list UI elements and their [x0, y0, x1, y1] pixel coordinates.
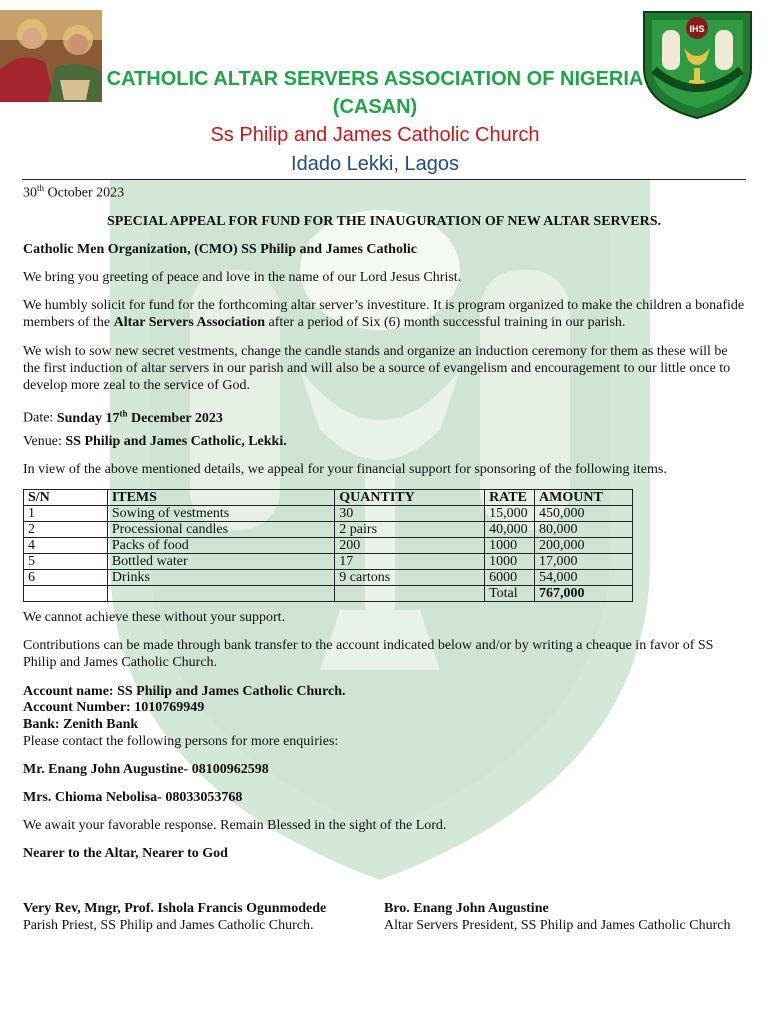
contact-person-1: Mr. Enang John Augustine- 08100962598: [23, 762, 269, 777]
table-row: [24, 538, 633, 554]
cell-amount: 450,000: [535, 506, 633, 522]
cell-amount: 200,000: [535, 538, 633, 554]
cell-rate: 40,000: [485, 522, 535, 538]
cell-sn: 2: [24, 522, 108, 538]
contributions-text: Contributions can be made through bank transfer to the account indicated below and/or by writing a cheaque in favor of SS Philip and James Catholic Church.: [23, 638, 714, 670]
church-location: Idado Lekki, Lagos: [291, 153, 459, 175]
letter-paragraph-1: We humbly solicit for fund for the forthcoming altar server’s investiture. It is program organized to make the children a bonafide members of the Altar Servers Association after a period of Six (6) month successful training in our parish.: [23, 298, 745, 330]
closing-text: We await your favorable response. Remain Blessed in the sight of the Lord.: [23, 818, 447, 833]
cell-rate: 1000: [485, 538, 535, 554]
items-table: [23, 489, 633, 602]
cell-quantity: 17: [335, 554, 485, 570]
cell-amount: 17,000: [535, 554, 633, 570]
logo-text: IHS: [689, 24, 705, 34]
header-quantity: QUANTITY: [335, 490, 485, 506]
cell-item: Packs of food: [107, 538, 334, 554]
letter-paragraph-2: We wish to sow new secret vestments, change the candle stands and organize an induction ceremony for them as these will be the first induction of altar servers in our parish and will also be a source of evangelism and encouragement to our little once to develop more zeal to the service of God.: [23, 344, 731, 393]
cell-item: Drinks: [107, 570, 334, 586]
church-name: Ss Philip and James Catholic Church: [210, 124, 540, 146]
contact-person-2: Mrs. Chioma Nebolisa- 08033053768: [23, 790, 243, 805]
cell-sn: 1: [24, 506, 108, 522]
cell-rate: 1000: [485, 554, 535, 570]
cell-sn: 4: [24, 538, 108, 554]
letter-addressee: Catholic Men Organization, (CMO) SS Philip and James Catholic: [23, 242, 417, 257]
cell-quantity: 200: [335, 538, 485, 554]
signature-name: Very Rev, Mngr, Prof. Ishola Francis Ogunmodede: [23, 901, 327, 916]
account-name: Account name: SS Philip and James Catholic Church.: [23, 684, 346, 699]
account-number: Account Number: 1010769949: [23, 700, 205, 715]
signature-president: [384, 900, 754, 934]
cell-sn: 6: [24, 570, 108, 586]
motto: Nearer to the Altar, Nearer to God: [23, 846, 228, 861]
table-row: [24, 506, 633, 522]
table-total-row: [24, 586, 633, 602]
contact-intro: Please contact the following persons for more enquiries:: [23, 734, 339, 749]
signature-title: Altar Servers President, SS Philip and James Catholic Church: [384, 918, 731, 933]
cell-quantity: 30: [335, 506, 485, 522]
event-date: Date: Sunday 17th December 2023: [23, 408, 223, 426]
bank-name: Bank: Zenith Bank: [23, 717, 139, 732]
cell-item: Bottled water: [107, 554, 334, 570]
casan-logo: [640, 8, 755, 120]
header-amount: AMOUNT: [535, 490, 633, 506]
cell-item: Sowing of vestments: [107, 506, 334, 522]
cell-amount: 54,000: [535, 570, 633, 586]
cell-quantity: 2 pairs: [335, 522, 485, 538]
total-label: Total: [485, 586, 535, 602]
table-row: [24, 522, 633, 538]
cell-rate: 15,000: [485, 506, 535, 522]
table-row: [24, 570, 633, 586]
cell-rate: 6000: [485, 570, 535, 586]
cell-amount: 80,000: [535, 522, 633, 538]
cell-item: Processional candles: [107, 522, 334, 538]
header-sn: S/N: [24, 490, 108, 506]
org-abbreviation: (CASAN): [332, 96, 418, 118]
letter-date: 30th October 2023: [23, 183, 125, 201]
table-header-row: [24, 490, 633, 506]
table-intro: In view of the above mentioned details, we appeal for your financial support for sponsoring of the following items.: [23, 462, 667, 477]
cell-sn: 5: [24, 554, 108, 570]
total-value: 767,000: [535, 586, 633, 602]
signature-parish-priest: [23, 900, 373, 934]
signature-name: Bro. Enang John Augustine: [384, 901, 549, 916]
event-venue: Venue: SS Philip and James Catholic, Lekki.: [23, 434, 287, 449]
table-row: [24, 554, 633, 570]
cell-quantity: 9 cartons: [335, 570, 485, 586]
letter-greeting: We bring you greeting of peace and love in the name of our Lord Jesus Christ.: [23, 270, 462, 285]
letter-subject: SPECIAL APPEAL FOR FUND FOR THE INAUGURATION OF NEW ALTAR SERVERS.: [106, 214, 662, 229]
org-name: CATHOLIC ALTAR SERVERS ASSOCIATION OF NIGERIA: [106, 68, 644, 90]
header-items: ITEMS: [107, 490, 334, 506]
support-text: We cannot achieve these without your support.: [23, 610, 286, 625]
header-rate: RATE: [485, 490, 535, 506]
signature-title: Parish Priest, SS Philip and James Catholic Church.: [23, 918, 314, 933]
saints-image: [0, 10, 102, 102]
